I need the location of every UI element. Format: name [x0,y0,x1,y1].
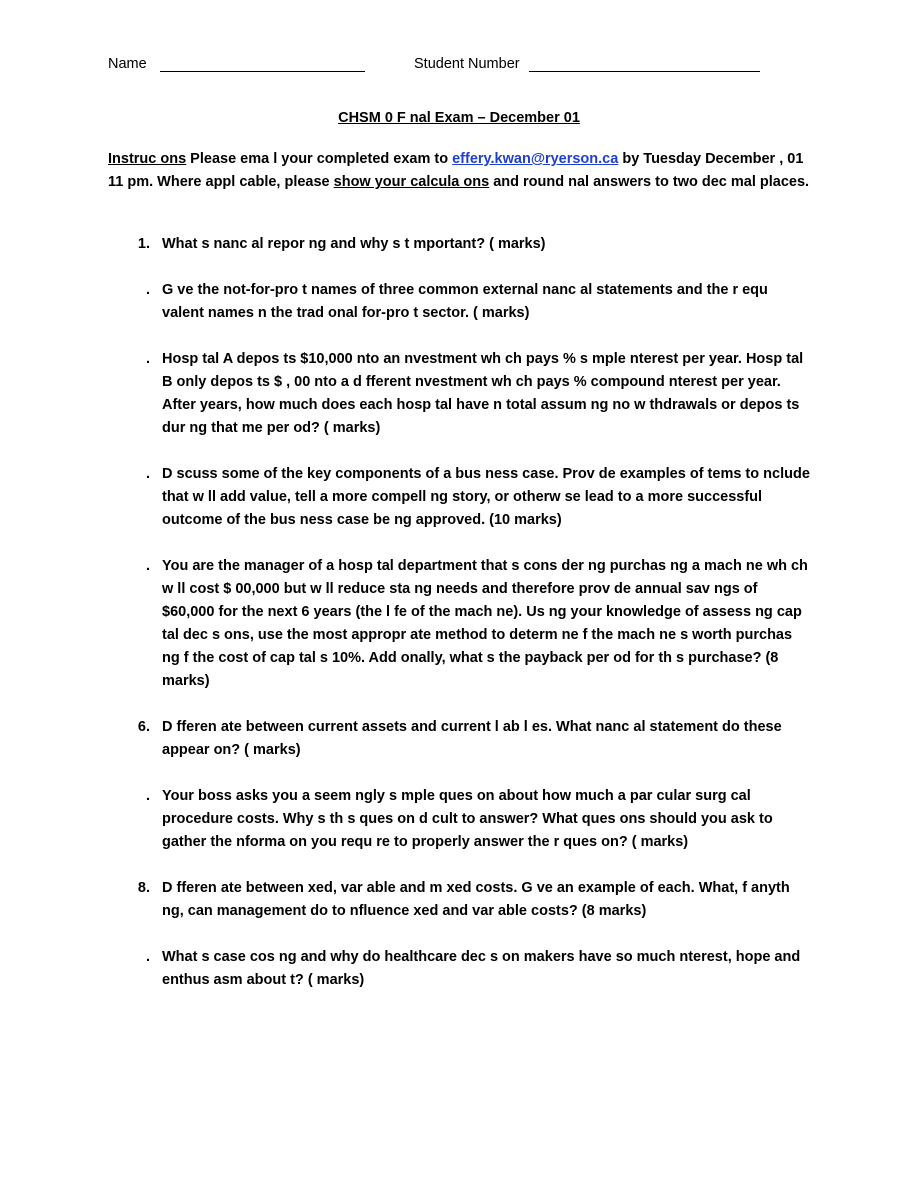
question-number: 1. [137,236,150,252]
question-text: D fferen ate between current assets and current l ab l es. What nanc al statement do these appear on? ( marks) [162,719,782,758]
question-number: . [145,949,150,965]
question-list [108,233,813,1015]
question-item [108,348,813,440]
question-number: . [145,282,150,298]
question-text: What s nanc al repor ng and why s t mportant? ( marks) [162,236,546,252]
instructions-underlined: show your calcula ons [333,174,490,190]
instructions-text-3: and round nal answers to two dec mal places. [489,174,810,190]
question-item [108,463,813,532]
instructions-text-2: by Tuesday December , 01 11 pm. Where appl cable, please [108,151,804,190]
question-number: . [145,788,150,804]
question-number: 6. [137,719,150,735]
question-number: . [145,558,150,574]
question-item [108,233,813,256]
question-number: . [145,351,150,367]
header-row [108,56,768,76]
question-text: You are the manager of a hosp tal department that s cons der ng purchas ng a mach ne wh ch w ll cost $ 00,000 but w ll reduce sta ng needs and therefore prov de annual sav ngs of $60,000 for the next 6 years (the l fe of the mach ne). Us ng your knowledge of assess ng cap tal dec s ons, use the most appropr ate method to determ ne f the mach ne s worth purchas ng f the cost of cap tal s 10%. Add onally, what s the payback per od for th s purchase? (8 marks) [162,558,808,689]
exam-title: CHSM 0 F nal Exam – December 01 [338,110,580,126]
question-item [108,877,813,923]
question-number: 8. [137,880,150,896]
student-number-blank-line[interactable] [529,71,760,72]
instructions [108,148,813,194]
question-number: . [145,466,150,482]
question-text: D fferen ate between xed, var able and m xed costs. G ve an example of each. What, f anyth ng, can management do to nfluence xed and var able costs? (8 marks) [162,880,790,919]
name-label: Name [108,56,147,72]
question-text: D scuss some of the key components of a bus ness case. Prov de examples of tems to nclude that w ll add value, tell a more compell ng story, or otherw se lead to a more successful outcome of the bus ness case be ng approved. (10 marks) [162,466,810,528]
name-blank-line[interactable] [160,71,365,72]
question-text: What s case cos ng and why do healthcare dec s on makers have so much nterest, hope and enthus asm about t? ( marks) [162,949,801,988]
email-link[interactable]: effery.kwan@ryerson.ca [452,151,619,167]
student-number-label: Student Number [414,56,520,72]
question-item [108,785,813,854]
question-item [108,946,813,992]
instructions-text-1: Please ema l your completed exam to [186,151,453,167]
question-item [108,279,813,325]
question-text: Hosp tal A depos ts $10,000 nto an nvestment wh ch pays % s mple nterest per year. Hosp tal B only depos ts $ , 00 nto a d fferent nvestment wh ch pays % compound nterest per year. After years, how much does each hosp tal have n total assum ng no w thdrawals or depos ts dur ng that me per od? ( marks) [162,351,804,436]
question-item [108,555,813,693]
question-text: G ve the not-for-pro t names of three common external nanc al statements and the r equ valent names n the trad onal for-pro t sector. ( marks) [162,282,768,321]
question-item [108,716,813,762]
instructions-label: Instruc ons [108,151,187,167]
question-text: Your boss asks you a seem ngly s mple ques on about how much a par cular surg cal procedure costs. Why s th s ques on d cult to answer? What ques ons should you ask to gather the nforma on you requ re to properly answer the r ques on? ( marks) [162,788,773,850]
